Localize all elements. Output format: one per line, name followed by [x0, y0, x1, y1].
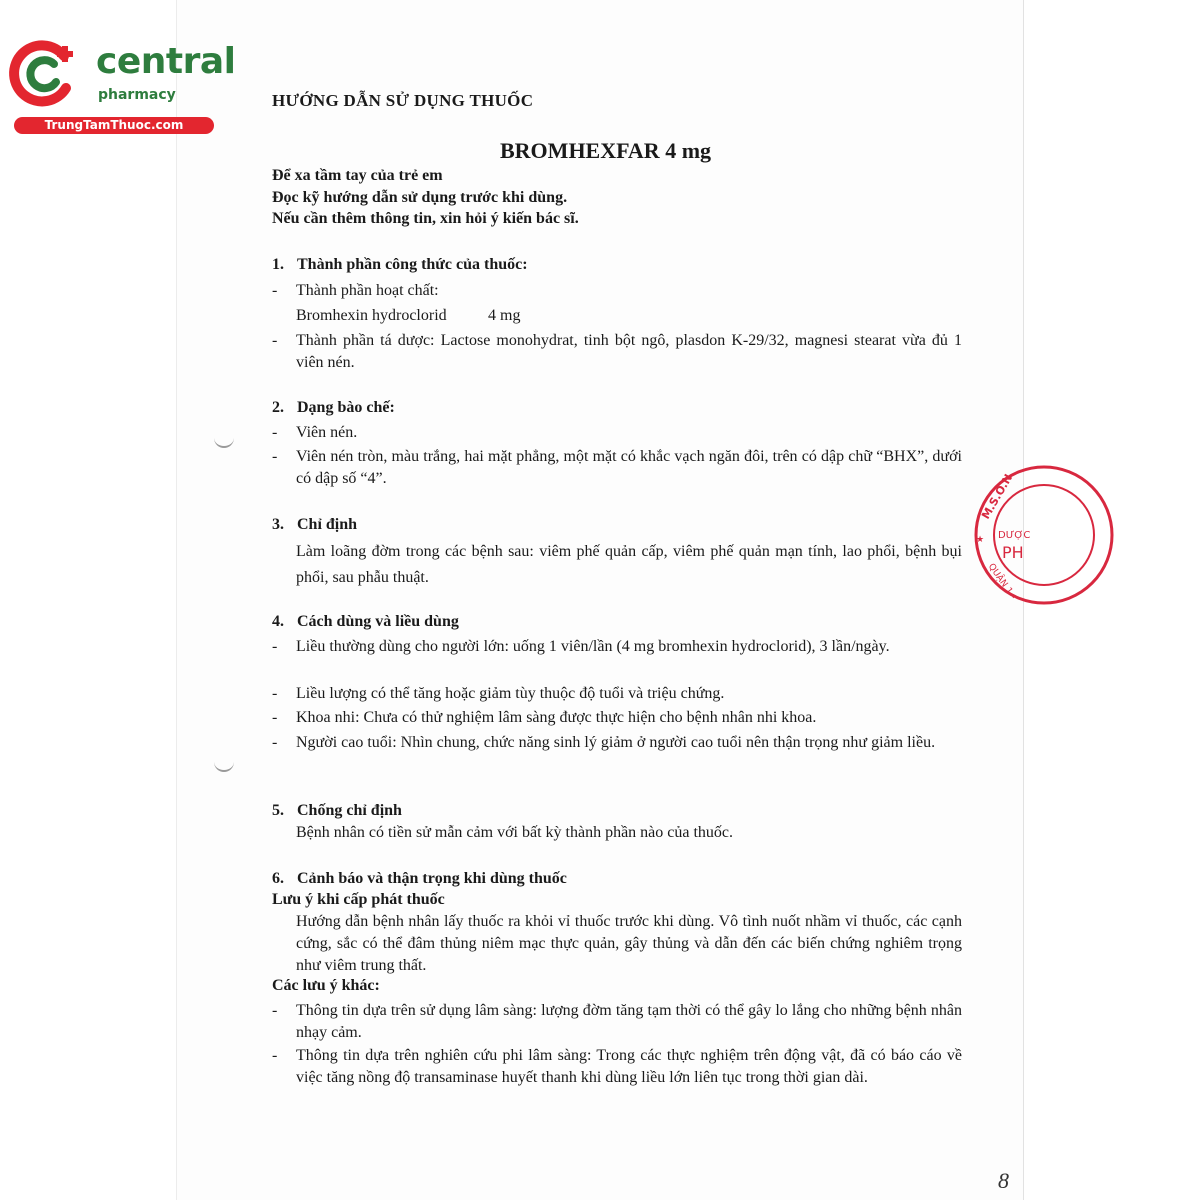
- bullet-dash: -: [272, 448, 278, 465]
- section-4-title: Cách dùng và liều dùng: [297, 613, 459, 630]
- dosage-item-1: Liều thường dùng cho người lớn: uống 1 viên/lần (4 mg bromhexin hydroclorid), 3 lần/ngày.: [296, 638, 890, 655]
- bullet-dash: -: [272, 734, 278, 751]
- page-mark: 8: [998, 1168, 1009, 1193]
- section-3-number: 3.: [272, 516, 284, 533]
- section-5-title: Chống chỉ định: [297, 802, 402, 819]
- svg-text:QUẬN 1 -: QUẬN 1 -: [985, 561, 1018, 602]
- section-3-title: Chỉ định: [297, 516, 358, 533]
- central-pharmacy-logo[interactable]: [10, 38, 236, 138]
- section-6-title: Cảnh báo và thận trọng khi dùng thuốc: [297, 870, 567, 887]
- logo-name: central: [96, 41, 236, 82]
- document-title: BROMHEXFAR 4 mg: [500, 138, 712, 163]
- logo-cross-icon: [10, 38, 80, 108]
- bullet-dash: -: [272, 1047, 278, 1064]
- bullet-dash: -: [272, 709, 278, 726]
- active-ingredient-label: Thành phần hoạt chất:: [296, 282, 439, 299]
- logo-url-badge[interactable]: TrungTamThuoc.com: [14, 117, 214, 134]
- section-4-number: 4.: [272, 613, 284, 630]
- section-5-number: 5.: [272, 802, 284, 819]
- excipients-text: Thành phần tá dược: Lactose monohydrat, tinh bột ngô, plasdon K-29/32, magnesi stearat vừa đủ 1 viên nén.: [296, 332, 962, 371]
- section-2-title: Dạng bào chế:: [297, 399, 395, 416]
- bullet-dash: -: [272, 638, 278, 655]
- bullet-dash: -: [272, 282, 278, 299]
- bullet-dash: -: [272, 1002, 278, 1019]
- indication-text: Làm loãng đờm trong các bệnh sau: viêm phế quản cấp, viêm phế quản mạn tính, lao phổi, bệnh bụi phổi, sau phẫu thuật.: [296, 543, 962, 586]
- dosage-form-item-2: Viên nén tròn, màu trắng, hai mặt phẳng, một mặt có khắc vạch ngăn đôi, trên có dập chữ “BHX”, dưới có dập số “4”.: [296, 448, 962, 487]
- other-note-item-1: Thông tin dựa trên sử dụng lâm sàng: lượng đờm tăng tạm thời có thể gây lo lắng cho những bệnh nhân nhạy cảm.: [296, 1002, 962, 1041]
- bullet-dash: -: [272, 685, 278, 702]
- dosage-item-2: Liều lượng có thể tăng hoặc giảm tùy thuộc độ tuổi và triệu chứng.: [296, 685, 725, 702]
- contraindication-text: Bệnh nhân có tiền sử mẫn cảm với bất kỳ thành phần nào của thuốc.: [296, 824, 734, 841]
- section-6-subheading-2: Các lưu ý khác:: [272, 977, 380, 994]
- svg-text:PH: PH: [1002, 543, 1024, 562]
- bullet-dash: -: [272, 424, 278, 441]
- svg-text:DƯỢC: DƯỢC: [998, 530, 1031, 541]
- svg-text:M.S.O.N: M.S.O.N: [979, 471, 1016, 522]
- section-2-number: 2.: [272, 399, 284, 416]
- section-6-number: 6.: [272, 870, 284, 887]
- dosage-form-item-1: Viên nén.: [296, 424, 358, 441]
- red-stamp: [970, 462, 1031, 608]
- dosage-item-3: Khoa nhi: Chưa có thử nghiệm lâm sàng được thực hiện cho bệnh nhân nhi khoa.: [296, 709, 817, 726]
- active-ingredient-name: Bromhexin hydroclorid: [296, 307, 447, 324]
- warning-line-1: Để xa tầm tay của trẻ em: [272, 167, 443, 184]
- section-6-subheading-1: Lưu ý khi cấp phát thuốc: [272, 891, 445, 908]
- active-ingredient-amount: 4 mg: [488, 307, 521, 324]
- dosage-item-4: Người cao tuổi: Nhìn chung, chức năng sinh lý giảm ở người cao tuổi nên thận trọng như giảm liều.: [296, 734, 936, 751]
- warning-line-2: Đọc kỹ hướng dẫn sử dụng trước khi dùng.: [272, 189, 568, 206]
- svg-text:★: ★: [976, 535, 985, 545]
- other-note-item-2: Thông tin dựa trên nghiên cứu phi lâm sàng: Trong các thực nghiệm trên động vật, đã có báo cáo về việc tăng nồng độ transaminase huyết thanh khi dùng liều lớn liên tục trong thời gian dài.: [296, 1047, 962, 1086]
- section-1-title: Thành phần công thức của thuốc:: [297, 256, 528, 273]
- warning-line-3: Nếu cần thêm thông tin, xin hỏi ý kiến bác sĩ.: [272, 210, 579, 227]
- document-header: HƯỚNG DẪN SỬ DỤNG THUỐC: [272, 91, 534, 110]
- logo-subtitle: pharmacy: [98, 87, 176, 103]
- bullet-dash: -: [272, 332, 278, 349]
- dispensing-note-text: Hướng dẫn bệnh nhân lấy thuốc ra khỏi vỉ thuốc trước khi dùng. Vô tình nuốt nhầm vỉ thuốc, các cạnh cứng, sắc có thể đâm thủng niêm mạc thực quản, gây thủng và dẫn đến các biến chứng nghiêm trọng như viêm trung thất.: [296, 913, 962, 974]
- section-1-number: 1.: [272, 256, 284, 273]
